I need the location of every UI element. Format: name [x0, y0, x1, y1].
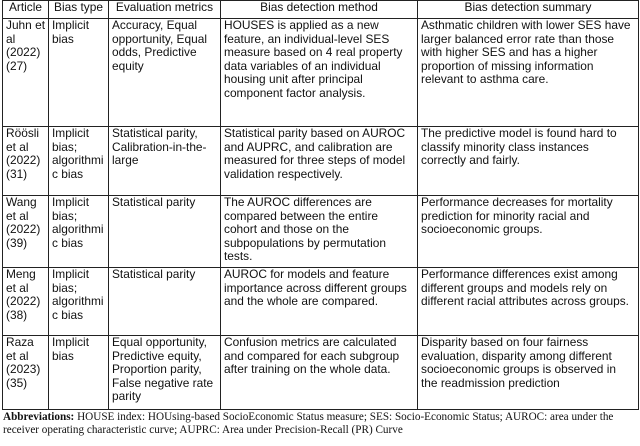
cell-article: Juhn et al (2022) (27)	[3, 19, 49, 127]
header-bias-type: Bias type	[49, 1, 109, 19]
cell-evaluation-metrics: Statistical parity, Calibration-in-the-large	[109, 127, 221, 196]
header-bias-detection-method: Bias detection method	[221, 1, 418, 19]
cell-bias-type: Implicit bias; algorithmic bias	[49, 268, 109, 336]
cell-detection-summary: Performance decreases for mortality prediction for minority racial and socioeconomic groups.	[418, 196, 639, 268]
footnote-text: HOUSE index: HOUsing-based SocioEconomic Status measure; SES: Socio-Economic Status; AUROC: area under the receiver operating characteristic curve; AUPRC: Area under Precision-Recall (PR) Curve	[3, 411, 614, 436]
abbreviations-footnote	[2, 411, 638, 437]
header-evaluation-metrics: Evaluation metrics	[109, 1, 221, 19]
cell-bias-type: Implicit bias	[49, 19, 109, 127]
cell-detection-summary: The predictive model is found hard to classify minority class instances correctly and fairly.	[418, 127, 639, 196]
cell-bias-type: Implicit bias	[49, 336, 109, 410]
cell-evaluation-metrics: Statistical parity	[109, 196, 221, 268]
cell-article: Meng et al (2022) (38)	[3, 268, 49, 336]
cell-detection-method: AUROC for models and feature importance across different groups and the whole are compared.	[221, 268, 418, 336]
bias-detection-table	[2, 0, 639, 410]
cell-detection-method: Confusion metrics are calculated and compared for each subgroup after training on the whole data.	[221, 336, 418, 410]
cell-article: Raza et al (2023) (35)	[3, 336, 49, 410]
cell-detection-summary: Asthmatic children with lower SES have larger balanced error rate than those with higher SES and has a higher proportion of missing information relevant to asthma care.	[418, 19, 639, 127]
cell-article: Röösli et al (2022) (31)	[3, 127, 49, 196]
cell-detection-method: Statistical parity based on AUROC and AUPRC, and calibration are measured for three steps of model validation respectively.	[221, 127, 418, 196]
table-row	[3, 336, 639, 410]
cell-bias-type: Implicit bias; algorithmic bias	[49, 196, 109, 268]
cell-detection-summary: Disparity based on four fairness evaluation, disparity among different socioeconomic groups is observed in the readmission prediction	[418, 336, 639, 410]
header-bias-detection-summary: Bias detection summary	[418, 1, 639, 19]
header-article: Article	[3, 1, 49, 19]
table-row	[3, 196, 639, 268]
cell-detection-summary: Performance differences exist among different groups and models rely on different racial attributes across groups.	[418, 268, 639, 336]
table-row	[3, 127, 639, 196]
cell-article: Wang et al (2022) (39)	[3, 196, 49, 268]
footnote-label: Abbreviations:	[3, 411, 75, 423]
cell-evaluation-metrics: Statistical parity	[109, 268, 221, 336]
cell-detection-method: HOUSES is applied as a new feature, an individual-level SES measure based on 4 real property data variables of an individual housing unit after principal component factor analysis.	[221, 19, 418, 127]
cell-bias-type: Implicit bias; algorithmic bias	[49, 127, 109, 196]
cell-evaluation-metrics: Equal opportunity, Predictive equity, Proportion parity, False negative rate parity	[109, 336, 221, 410]
table-row	[3, 268, 639, 336]
document-page	[2, 0, 638, 437]
table-row	[3, 19, 639, 127]
table-header-row	[3, 1, 639, 19]
cell-detection-method: The AUROC differences are compared between the entire cohort and those on the subpopulations by permutation tests.	[221, 196, 418, 268]
cell-evaluation-metrics: Accuracy, Equal opportunity, Equal odds, Predictive equity	[109, 19, 221, 127]
